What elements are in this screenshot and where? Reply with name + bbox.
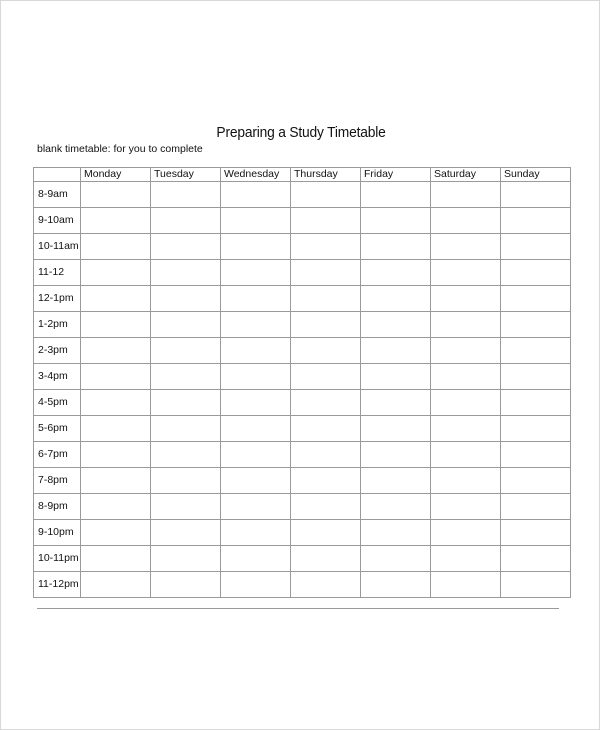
timetable-cell[interactable] (151, 520, 221, 546)
timetable-cell[interactable] (501, 312, 571, 338)
timetable-cell[interactable] (361, 338, 431, 364)
time-slot-label: 7-8pm (34, 468, 81, 494)
timetable-cell[interactable] (221, 520, 291, 546)
timetable-cell[interactable] (361, 390, 431, 416)
timetable-cell[interactable] (151, 416, 221, 442)
timetable-cell[interactable] (151, 260, 221, 286)
timetable-cell[interactable] (431, 260, 501, 286)
timetable-cell[interactable] (501, 234, 571, 260)
time-slot-label: 8-9am (34, 182, 81, 208)
timetable-cell[interactable] (291, 468, 361, 494)
timetable-cell[interactable] (361, 182, 431, 208)
timetable-cell[interactable] (291, 182, 361, 208)
timetable-cell[interactable] (431, 234, 501, 260)
timetable-cell[interactable] (81, 468, 151, 494)
timetable-cell[interactable] (291, 416, 361, 442)
timetable-cell[interactable] (361, 520, 431, 546)
timetable-cell[interactable] (291, 442, 361, 468)
timetable-cell[interactable] (151, 390, 221, 416)
timetable-cell[interactable] (361, 442, 431, 468)
timetable-cell[interactable] (221, 494, 291, 520)
time-slot-label: 11-12 (34, 260, 81, 286)
timetable-cell[interactable] (291, 338, 361, 364)
timetable-cell[interactable] (151, 234, 221, 260)
timetable-cell[interactable] (431, 312, 501, 338)
timetable-cell[interactable] (151, 494, 221, 520)
footer-divider (37, 608, 559, 609)
timetable-cell[interactable] (151, 572, 221, 598)
table-row (34, 208, 571, 234)
time-slot-label: 1-2pm (34, 312, 81, 338)
timetable-cell[interactable] (361, 416, 431, 442)
timetable-cell[interactable] (221, 338, 291, 364)
table-row (34, 546, 571, 572)
timetable-cell[interactable] (431, 416, 501, 442)
table-row (34, 572, 571, 598)
timetable-cell[interactable] (221, 286, 291, 312)
table-row (34, 260, 571, 286)
timetable-cell[interactable] (81, 312, 151, 338)
timetable-cell[interactable] (501, 442, 571, 468)
table-row (34, 494, 571, 520)
time-slot-label: 9-10am (34, 208, 81, 234)
timetable-cell[interactable] (221, 364, 291, 390)
timetable-cell[interactable] (81, 234, 151, 260)
timetable-body (34, 182, 571, 598)
time-slot-label: 10-11pm (34, 546, 81, 572)
time-slot-label: 4-5pm (34, 390, 81, 416)
timetable-cell[interactable] (291, 234, 361, 260)
table-row (34, 520, 571, 546)
page-subtitle: blank timetable: for you to complete (37, 143, 203, 155)
time-slot-label: 12-1pm (34, 286, 81, 312)
timetable-cell[interactable] (291, 494, 361, 520)
table-row (34, 390, 571, 416)
timetable-cell[interactable] (81, 286, 151, 312)
timetable-cell[interactable] (81, 572, 151, 598)
header-row (34, 168, 571, 182)
timetable-cell[interactable] (361, 494, 431, 520)
corner-cell (34, 168, 81, 182)
timetable-cell[interactable] (151, 468, 221, 494)
timetable-cell[interactable] (151, 182, 221, 208)
timetable-cell[interactable] (151, 208, 221, 234)
timetable-cell[interactable] (81, 442, 151, 468)
table-row (34, 416, 571, 442)
timetable-cell[interactable] (221, 546, 291, 572)
timetable-cell[interactable] (81, 390, 151, 416)
time-slot-label: 3-4pm (34, 364, 81, 390)
timetable-cell[interactable] (221, 572, 291, 598)
timetable-cell[interactable] (81, 338, 151, 364)
day-header: Tuesday (151, 168, 221, 182)
timetable-cell[interactable] (151, 312, 221, 338)
day-header: Friday (361, 168, 431, 182)
timetable-cell[interactable] (291, 312, 361, 338)
timetable-cell[interactable] (361, 208, 431, 234)
timetable-cell[interactable] (361, 546, 431, 572)
day-header: Wednesday (221, 168, 291, 182)
timetable-cell[interactable] (221, 468, 291, 494)
timetable-cell[interactable] (151, 286, 221, 312)
timetable-cell[interactable] (431, 572, 501, 598)
time-slot-label: 11-12pm (34, 572, 81, 598)
timetable-cell[interactable] (221, 260, 291, 286)
timetable-cell[interactable] (431, 390, 501, 416)
timetable-cell[interactable] (501, 338, 571, 364)
timetable-cell[interactable] (431, 364, 501, 390)
timetable-cell[interactable] (431, 494, 501, 520)
timetable-cell[interactable] (361, 234, 431, 260)
timetable-cell[interactable] (81, 364, 151, 390)
timetable-cell[interactable] (81, 260, 151, 286)
timetable-cell[interactable] (501, 468, 571, 494)
timetable-cell[interactable] (291, 364, 361, 390)
timetable-cell[interactable] (221, 442, 291, 468)
timetable-cell[interactable] (431, 520, 501, 546)
timetable-cell[interactable] (501, 390, 571, 416)
timetable-cell[interactable] (431, 442, 501, 468)
timetable-cell[interactable] (501, 494, 571, 520)
timetable-cell[interactable] (501, 286, 571, 312)
timetable-cell[interactable] (431, 338, 501, 364)
timetable-cell[interactable] (81, 208, 151, 234)
timetable-cell[interactable] (81, 416, 151, 442)
timetable-cell[interactable] (221, 416, 291, 442)
table-row (34, 442, 571, 468)
timetable-cell[interactable] (221, 208, 291, 234)
timetable-cell[interactable] (221, 390, 291, 416)
timetable-cell[interactable] (361, 364, 431, 390)
timetable-cell[interactable] (151, 546, 221, 572)
timetable-cell[interactable] (291, 286, 361, 312)
time-slot-label: 9-10pm (34, 520, 81, 546)
timetable-cell[interactable] (81, 494, 151, 520)
table-row (34, 338, 571, 364)
day-header: Sunday (501, 168, 571, 182)
timetable-cell[interactable] (151, 442, 221, 468)
timetable-cell[interactable] (291, 390, 361, 416)
time-slot-label: 6-7pm (34, 442, 81, 468)
timetable-cell[interactable] (361, 286, 431, 312)
timetable-cell[interactable] (151, 338, 221, 364)
timetable-cell[interactable] (501, 416, 571, 442)
timetable-cell[interactable] (501, 572, 571, 598)
timetable-cell[interactable] (361, 312, 431, 338)
day-header: Monday (81, 168, 151, 182)
time-slot-label: 8-9pm (34, 494, 81, 520)
day-header: Saturday (431, 168, 501, 182)
timetable-cell[interactable] (291, 208, 361, 234)
table-row (34, 234, 571, 260)
timetable-cell[interactable] (221, 234, 291, 260)
timetable-cell[interactable] (361, 260, 431, 286)
timetable-cell[interactable] (291, 546, 361, 572)
timetable-cell[interactable] (501, 182, 571, 208)
timetable-cell[interactable] (501, 260, 571, 286)
table-row (34, 312, 571, 338)
timetable-cell[interactable] (291, 520, 361, 546)
timetable-cell[interactable] (501, 520, 571, 546)
timetable-cell[interactable] (361, 572, 431, 598)
timetable-cell[interactable] (151, 364, 221, 390)
timetable-cell[interactable] (81, 546, 151, 572)
timetable-cell[interactable] (431, 182, 501, 208)
table-row (34, 364, 571, 390)
day-header: Thursday (291, 168, 361, 182)
table-row (34, 286, 571, 312)
timetable-cell[interactable] (431, 208, 501, 234)
time-slot-label: 10-11am (34, 234, 81, 260)
timetable-cell[interactable] (291, 260, 361, 286)
timetable-cell[interactable] (501, 364, 571, 390)
timetable-cell[interactable] (501, 546, 571, 572)
timetable-cell[interactable] (431, 286, 501, 312)
timetable-cell[interactable] (81, 182, 151, 208)
time-slot-label: 5-6pm (34, 416, 81, 442)
timetable-cell[interactable] (81, 520, 151, 546)
timetable-cell[interactable] (221, 312, 291, 338)
table-row (34, 182, 571, 208)
page-title: Preparing a Study Timetable (216, 124, 386, 141)
timetable-cell[interactable] (431, 546, 501, 572)
timetable-cell[interactable] (361, 468, 431, 494)
time-slot-label: 2-3pm (34, 338, 81, 364)
timetable-cell[interactable] (431, 468, 501, 494)
study-timetable (33, 167, 571, 598)
timetable-cell[interactable] (291, 572, 361, 598)
timetable-cell[interactable] (501, 208, 571, 234)
table-row (34, 468, 571, 494)
timetable-cell[interactable] (221, 182, 291, 208)
